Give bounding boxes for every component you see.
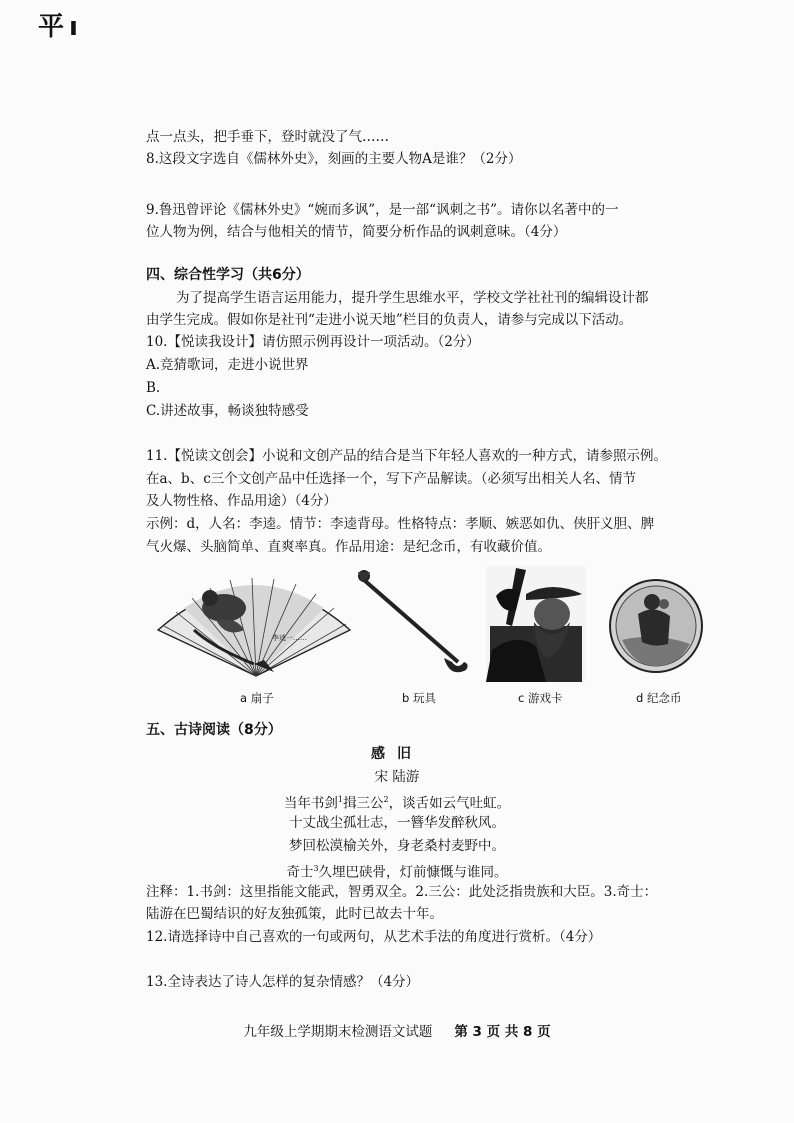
poem-line-2: 十丈战尘孤壮志，一簪华发醉秋风。 (289, 815, 505, 831)
footnote-mark-2: 2 (383, 795, 389, 804)
question-9-line1: 9.鲁迅曾评论《儒林外史》“婉而多讽”，是一部“讽刺之书”。请你以名著中的一 (146, 202, 619, 218)
poem-line-1-part-b: 揖三公 (343, 795, 384, 812)
poem-line-1-part-c: ，谈舌如云气吐虹。 (388, 795, 511, 812)
section-4-heading: 四、综合性学习（共6分） (146, 267, 310, 283)
poem-line-4 (0, 859, 794, 883)
question-11-line2: 在a、b、c三个文创产品中任选择一个，写下产品解读。（必须写出相关人名、情节 (146, 471, 637, 487)
example-line2: 气火爆、头脑简单、直爽率真。作品用途：是纪念币，有收藏价值。 (146, 539, 551, 555)
option-c: C.讲述故事，畅谈独特感受 (146, 403, 309, 419)
coin-image (608, 574, 704, 678)
corner-handwritten-mark: 平 ı (38, 12, 76, 42)
footnote-mark-1: 1 (337, 795, 343, 804)
page-footer (0, 1020, 794, 1040)
section-4-intro-line2: 由学生完成。假如你是社刊“走进小说天地”栏目的负责人，请参与完成以下活动。 (146, 312, 633, 328)
exam-title: 九年级上学期期末检测语文试题 (243, 1024, 433, 1040)
poem-line-1-part-a: 当年书剑 (283, 795, 338, 812)
question-8: 8.这段文字选自《儒林外史》，刻画的主要人物A是谁？（2分） (146, 151, 522, 167)
poem-title: 感旧 (371, 746, 423, 762)
staff-toy-image (352, 566, 472, 684)
poem-line-1 (0, 790, 794, 814)
caption-game-card: c 游戏卡 (518, 691, 563, 705)
page-number: 第 3 页 共 8 页 (454, 1024, 551, 1040)
question-11-line1: 11.【悦读文创会】小说和文创产品的结合是当下年轻人喜欢的一种方式，请参照示例。 (146, 448, 667, 464)
poem-line-4-part-a: 奇士 (286, 864, 314, 881)
question-10: 10.【悦读我设计】请仿照示例再设计一项活动。（2分） (146, 334, 480, 350)
option-a: A.竞猜歌词，走进小说世界 (146, 357, 309, 373)
poem-line-4-part-b: 久埋巴硖骨，灯前慷慨与谁同。 (318, 864, 508, 881)
passage-ending: 点一点头，把手垂下，登时就没了气…… (146, 129, 389, 145)
option-b: B. (146, 380, 161, 396)
question-9-line2: 位人物为例，结合与他相关的情节，简要分析作品的讽刺意味。（4分） (146, 224, 567, 240)
question-11-line3: 及人物性格、作品用途）（4分） (146, 493, 337, 509)
poem-line-3: 梦回松漠榆关外，身老桑村麦野中。 (289, 838, 505, 854)
notes-line2: 陆游在巴蜀结识的好友独孤策，此时已故去十年。 (146, 906, 443, 922)
game-card-image (486, 566, 586, 682)
example-line1: 示例：d，人名：李逵。情节：李逵背母。性格特点：孝顺、嫉恶如仇、侠肝义胆、脾 (146, 516, 655, 532)
section-5-heading: 五、古诗阅读（8分） (146, 722, 282, 738)
fan-image (154, 568, 354, 680)
caption-coin: d 纪念币 (636, 691, 682, 705)
fan-inscription: 李逵一…… (272, 634, 307, 642)
section-4-intro-line1: 为了提高学生语言运用能力，提升学生思维水平，学校文学社社刊的编辑设计都 (176, 290, 649, 306)
notes-line1: 注释：1.书剑：这里指能文能武，智勇双全。2.三公：此处泛指贵族和大臣。3.奇士： (146, 884, 658, 900)
question-13: 13.全诗表达了诗人怎样的复杂情感？（4分） (146, 974, 420, 990)
poem-author: 宋 陆游 (374, 769, 420, 785)
caption-toy: b 玩具 (402, 691, 436, 705)
question-12: 12.请选择诗中自己喜欢的一句或两句，从艺术手法的角度进行赏析。（4分） (146, 929, 602, 945)
caption-fan: a 扇子 (240, 691, 274, 705)
footnote-mark-3: 3 (313, 864, 319, 873)
